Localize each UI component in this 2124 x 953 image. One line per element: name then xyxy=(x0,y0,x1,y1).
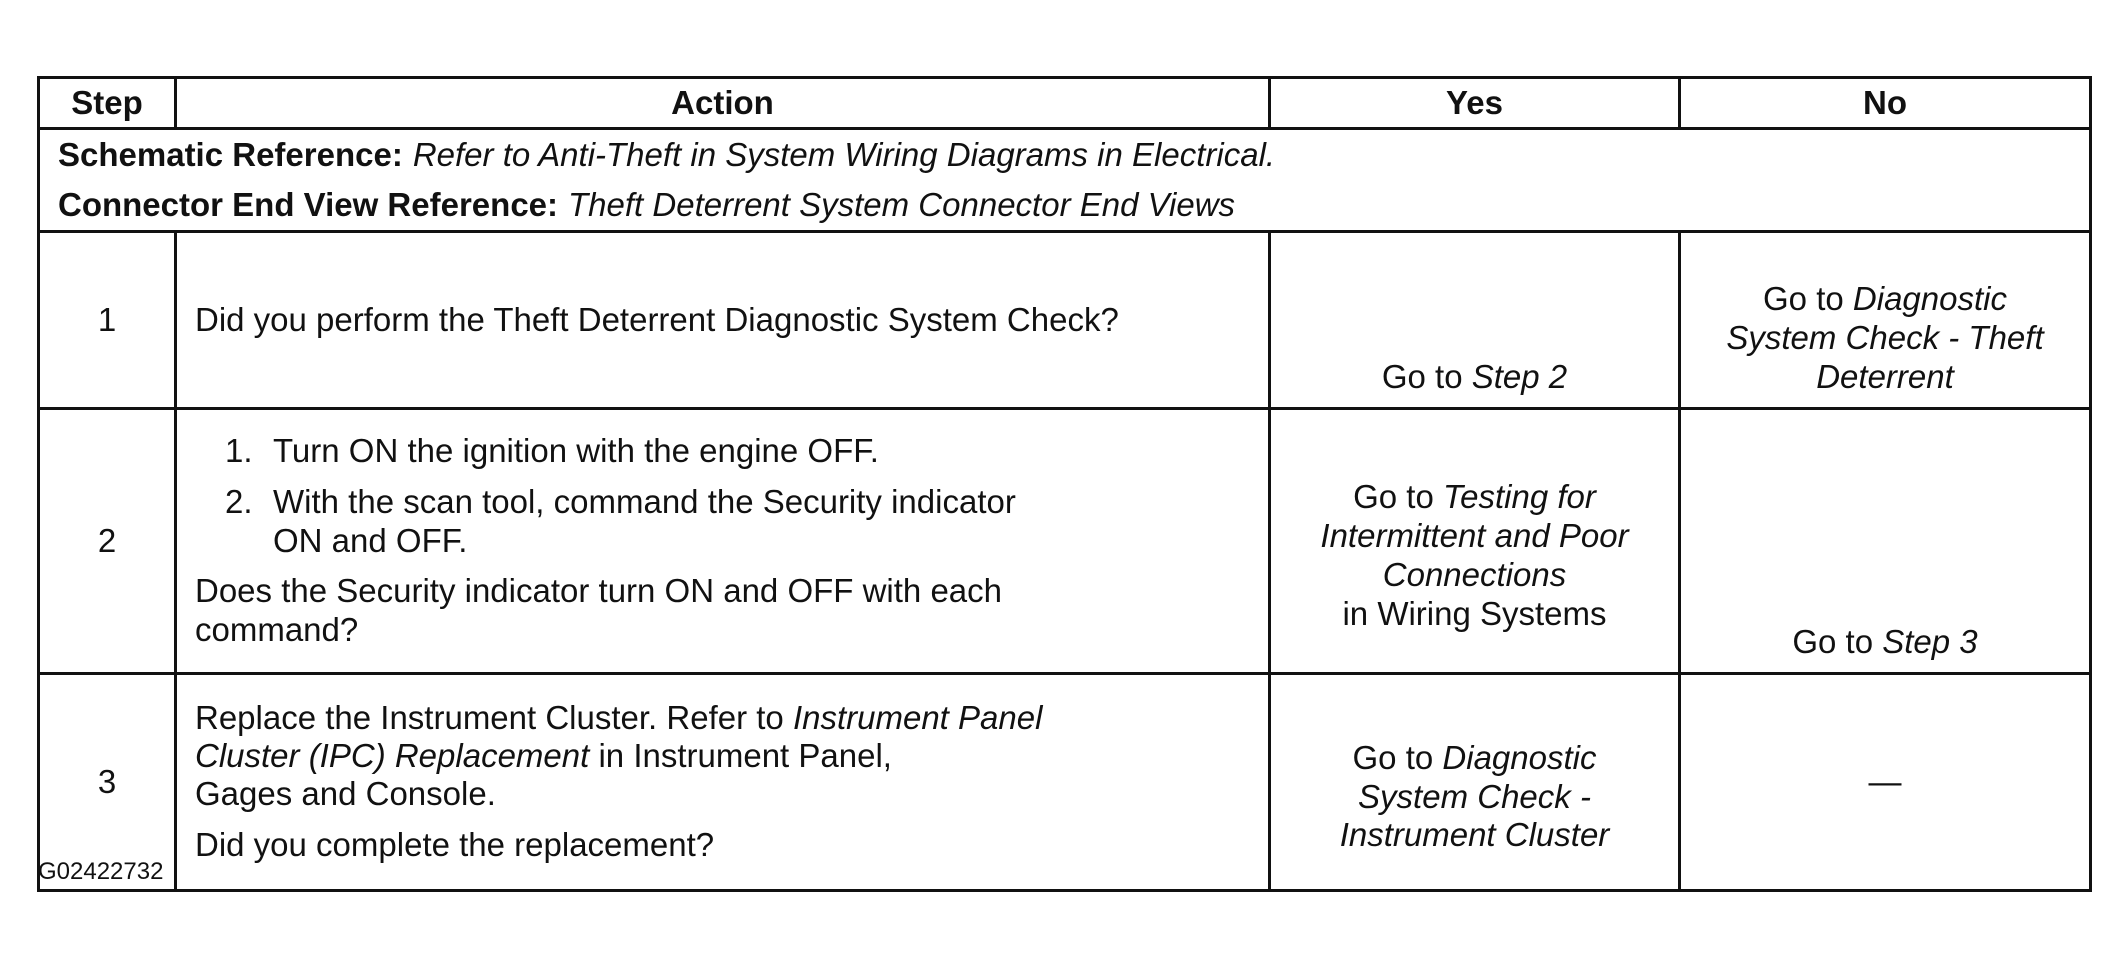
yes-prefix: Go to xyxy=(1353,478,1434,516)
step-number: 3 xyxy=(39,674,176,891)
question-line: command? xyxy=(195,611,359,649)
diagnostic-table xyxy=(37,76,2092,892)
table-row xyxy=(39,232,2091,409)
no-cell: — xyxy=(1680,674,2091,891)
reference-row xyxy=(39,129,2091,232)
yes-link[interactable]: Diagnostic xyxy=(1442,738,1597,776)
no-link[interactable]: Deterrent xyxy=(1816,358,1954,396)
list-item xyxy=(195,432,1250,471)
no-link[interactable]: System Check - Theft xyxy=(1726,319,2044,357)
reference-cell xyxy=(39,129,2091,232)
list-text: ON and OFF. xyxy=(273,521,468,559)
header-action: Action xyxy=(176,78,1270,129)
header-row xyxy=(39,78,2091,129)
list-text: Turn ON the ignition with the engine OFF. xyxy=(273,431,879,469)
header-no: No xyxy=(1680,78,2091,129)
yes-cell xyxy=(1270,409,1680,674)
yes-prefix: Go to xyxy=(1381,358,1463,396)
list-number: 2. xyxy=(225,482,253,520)
yes-link[interactable]: Step 2 xyxy=(1471,358,1568,396)
header-yes: Yes xyxy=(1270,78,1680,129)
question-text xyxy=(195,572,1250,650)
yes-cell xyxy=(1270,232,1680,409)
yes-link[interactable]: Connections xyxy=(1382,556,1567,593)
no-link[interactable]: Step 3 xyxy=(1882,623,1978,661)
action-cell xyxy=(176,674,1270,891)
no-cell xyxy=(1680,232,2091,409)
no-prefix: Go to xyxy=(1763,280,1844,318)
action-line: in Instrument Panel, xyxy=(598,736,892,774)
step-number: 2 xyxy=(39,409,176,674)
connector-reference-label: Connector End View Reference: xyxy=(58,185,559,223)
step-number: 1 xyxy=(39,232,176,409)
schematic-reference-text: Refer to Anti-Theft in System Wiring Diagrams in Electrical. xyxy=(412,135,1276,173)
action-line: Gages and Console. xyxy=(195,774,496,812)
no-link[interactable]: Diagnostic xyxy=(1852,280,2007,318)
action-text: Did you perform the Theft Deterrent Diagnostic System Check? xyxy=(195,300,1119,338)
reference-link[interactable]: Instrument Panel xyxy=(792,698,1043,736)
table-row xyxy=(39,409,2091,674)
list-text: With the scan tool, command the Security indicator xyxy=(273,482,1016,520)
schematic-reference-label: Schematic Reference: xyxy=(58,135,403,173)
question-text: Did you complete the replacement? xyxy=(195,826,715,864)
yes-link[interactable]: System Check - xyxy=(1358,777,1591,815)
yes-suffix: in Wiring Systems xyxy=(1342,594,1607,632)
list-number: 1. xyxy=(225,431,253,469)
reference-link[interactable]: Cluster (IPC) Replacement xyxy=(195,736,590,774)
schematic-reference xyxy=(58,130,2071,180)
yes-link[interactable]: Testing for xyxy=(1443,478,1596,516)
yes-cell xyxy=(1270,674,1680,891)
figure-id: G02422732 xyxy=(38,858,164,885)
yes-link[interactable]: Intermittent and Poor xyxy=(1320,517,1629,555)
no-prefix: Go to xyxy=(1792,623,1874,661)
yes-prefix: Go to xyxy=(1352,738,1434,776)
question-line: Does the Security indicator turn ON and OFF with each xyxy=(195,572,1003,610)
table-row xyxy=(39,674,2091,891)
header-step: Step xyxy=(39,78,176,129)
connector-reference xyxy=(58,180,2071,230)
action-cell xyxy=(176,409,1270,674)
action-line: Replace the Instrument Cluster. Refer to xyxy=(195,698,784,736)
connector-reference-text: Theft Deterrent System Connector End Views xyxy=(568,185,1236,223)
yes-link[interactable]: Instrument Cluster xyxy=(1339,816,1610,854)
action-text xyxy=(195,699,1250,813)
list-item xyxy=(195,483,1250,561)
no-cell xyxy=(1680,409,2091,674)
action-cell xyxy=(176,232,1270,409)
